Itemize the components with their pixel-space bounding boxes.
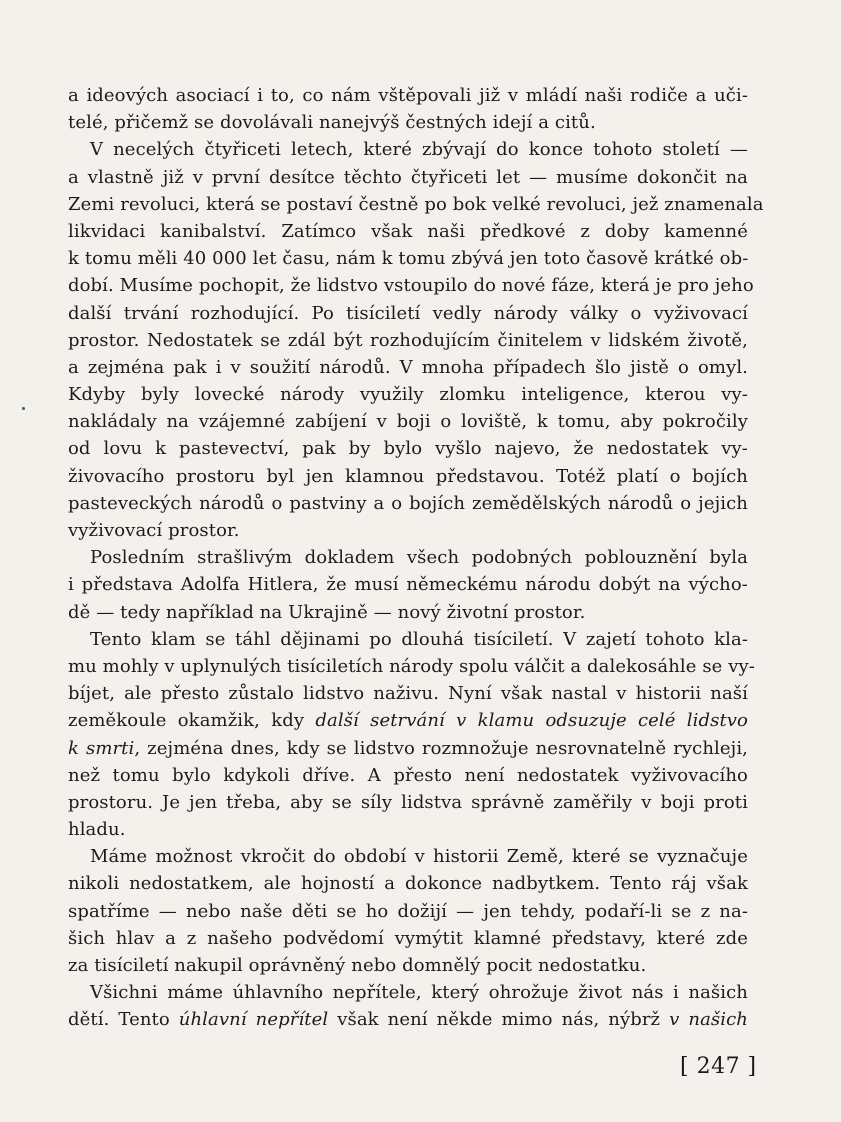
text-line: Tento klam se táhl dějinami po dlouhá tisíciletí. V zajetí tohoto kla- [90,628,748,650]
text-line: nakládaly na vzájemné zabíjení v boji o loviště, k tomu, aby pokročily [68,411,748,433]
text-line: živovacího prostoru byl jen klamnou představou. Totéž platí o bojích [68,465,748,487]
emphasis-text: další setrvání v klamu odsuzuje celé lidstvo [315,710,748,732]
text-line: k tomu měli 40 000 let času, nám k tomu zbývá jen toto časově krátké ob- [68,248,749,270]
text-run: , zejména dnes, kdy se lidstvo rozmnožuje nesrovnatelně rychleji, [134,737,749,759]
text-line: pasteveckých národů o pastviny a o bojích zemědělských národů o jejich [68,492,748,514]
text-line: a zejména pak i v soužití národů. V mnoha případech šlo jistě o omyl. [68,356,748,378]
text-line [68,707,748,734]
text-line: šich hlav a z našeho podvědomí vymýtit klamné představy, které zde [68,927,748,949]
text-line: prostoru. Je jen třeba, aby se síly lidstva správně zaměřily v boji proti [68,791,748,813]
text-line: a ideových asociací i to, co nám vštěpovali již v mládí naši rodiče a uči- [68,85,748,106]
text-line: spatříme — nebo naše děti se ho dožijí — jen tehdy, podaří-li se z na- [68,900,748,922]
text-line: telé, přičemž se dovolávali nanejvýš čestných idejí a citů. [68,112,596,134]
text-run: zeměkoule okamžik, kdy [68,710,316,732]
text-line: za tisíciletí nakupil oprávněný nebo domnělý pocit nedostatku. [68,955,647,976]
text-line: i představa Adolfa Hitlera, že musí německému národu dobýt na výcho- [68,574,748,596]
emphasis-text: v našich [669,1009,748,1031]
text-line: Kdyby byly lovecké národy využily zlomku inteligence, kterou vy- [68,384,748,406]
text-run: dětí. Tento [68,1009,179,1031]
text-line: V necelých čtyřiceti letech, které zbývají do konce tohoto století — [90,139,748,161]
text-line: než tomu bylo kdykoli dříve. A přesto není nedostatek vyživovacího [68,764,748,786]
text-line: hladu. [68,819,126,841]
text-line: Zemi revoluci, která se postaví čestně po bok velké revoluci, jež znamenala [68,193,764,215]
emphasis-text: k smrti [68,737,135,759]
text-line: bíjet, ale přesto zůstalo lidstvo naživu. Nyní však nastal v historii naší [68,683,748,705]
text-line: Všichni máme úhlavního nepřítele, který ohrožuje život nás i našich [90,982,748,1004]
text-line [68,735,748,762]
text-line: prostor. Nedostatek se zdál být rozhodujícím činitelem v lidském životě, [68,329,748,351]
text-line: dě — tedy například na Ukrajině — nový životní prostor. [68,601,586,623]
text-run: však není někde mimo nás, nýbrž [328,1009,670,1031]
text-line [68,1006,748,1033]
emphasis-text: úhlavní nepřítel [178,1009,329,1031]
text-line: dobí. Musíme pochopit, že lidstvo vstoupilo do nové fáze, která je pro jeho [68,275,754,297]
text-line: nikoli nedostatkem, ale hojností a dokonce nadbytkem. Tento ráj však [68,873,748,895]
text-line: mu mohly v uplynulých tisíciletích národy spolu válčit a dalekosáhle se vy- [68,655,755,677]
body-text [68,82,764,1034]
text-line: další trvání rozhodující. Po tisíciletí vedly národy války o vyživovací [68,302,748,324]
text-line: a vlastně již v první desítce těchto čtyřiceti let — musíme dokončit na [68,166,748,188]
text-line: vyživovací prostor. [68,520,240,541]
text-line: likvidaci kanibalství. Zatímco však naši předkové z doby kamenné [68,220,748,242]
text-line: od lovu k pastevectví, pak by bylo vyšlo najevo, že nedostatek vy- [68,438,748,460]
page-number: [ 247 ] [680,1054,757,1079]
text-line: Posledním strašlivým dokladem všech podobných poblouznění byla [90,547,748,569]
margin-speck [22,407,25,410]
text-line: Máme možnost vkročit do období v historii Země, které se vyznačuje [90,846,748,868]
